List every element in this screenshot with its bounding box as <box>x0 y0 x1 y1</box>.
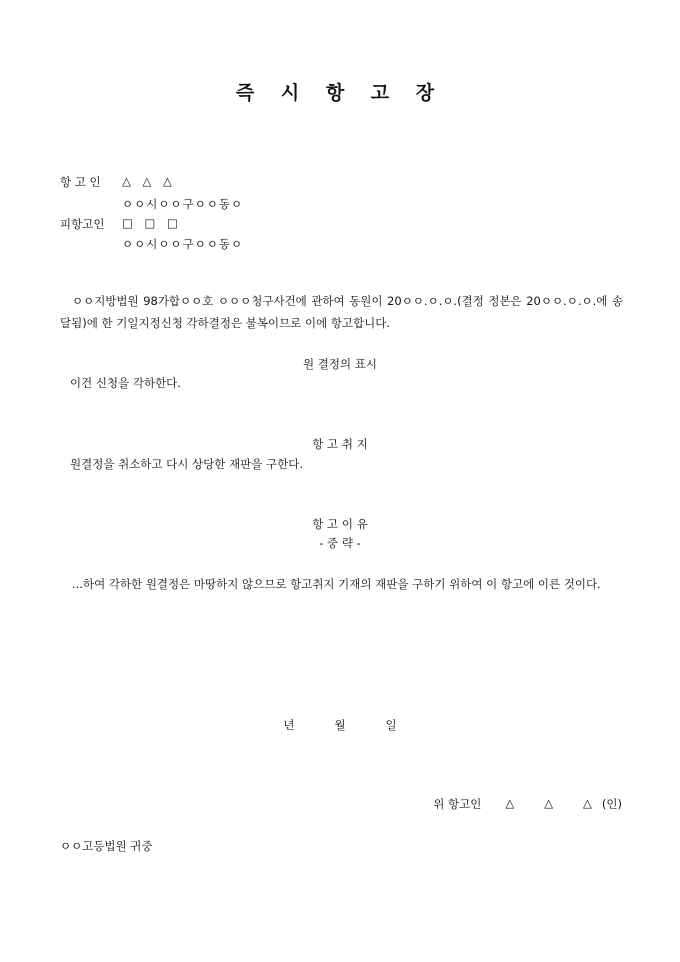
signature-mark-1: △ <box>505 796 515 810</box>
original-decision-heading: 원 결정의 표시 <box>303 357 377 371</box>
date-line <box>0 717 680 733</box>
appellee-label: 피항고인 <box>60 217 105 231</box>
date-month: 월 <box>334 718 346 732</box>
intro-paragraph: ㅇㅇ지방법원 98가합ㅇㅇ호 ㅇㅇㅇ청구사건에 관하여 동원이 20ㅇㅇ.ㅇ.ㅇ.(결정 정본은 20ㅇㅇ.ㅇ.ㅇ.에 송달됨)에 한 기일지정신청 각하결정은 불복이므로 이에 항고합니다. <box>60 294 623 330</box>
appeal-reason-heading: 항 고 이 유 <box>312 517 368 531</box>
appellee-address: ㅇㅇ시ㅇㅇ구ㅇㅇ동ㅇ <box>122 237 244 251</box>
appellant-address: ㅇㅇ시ㅇㅇ구ㅇㅇ동ㅇ <box>122 197 244 211</box>
appellant-name: △ △ △ <box>122 174 176 188</box>
original-decision-body: 이건 신청을 각하한다. <box>70 376 181 390</box>
document-title: 즉 시 항 고 장 <box>235 82 445 104</box>
appeal-reason-omitted: - 중 략 - <box>319 536 361 550</box>
signature-mark-2: △ <box>544 796 554 810</box>
date-year: 년 <box>283 718 295 732</box>
signature-line <box>433 796 622 812</box>
signature-label: 위 항고인 <box>433 797 482 811</box>
appeal-purpose-body: 원결정을 취소하고 다시 상당한 재판을 구한다. <box>70 457 304 471</box>
appeal-purpose-heading: 항 고 취 지 <box>312 437 368 451</box>
appellee-name: □ □ □ <box>122 216 182 230</box>
addressee: ㅇㅇ고등법원 귀중 <box>60 839 153 853</box>
appeal-reason-body: ...하여 각하한 원결정은 마땅하지 않으므로 항고취지 기재의 재판을 구하기 위하여 이 항고에 이른 것이다. <box>72 577 601 591</box>
date-day: 일 <box>385 718 397 732</box>
appellant-label: 항 고 인 <box>60 175 101 189</box>
seal-mark: (인) <box>601 797 622 811</box>
signature-mark-3: △ <box>583 796 592 810</box>
